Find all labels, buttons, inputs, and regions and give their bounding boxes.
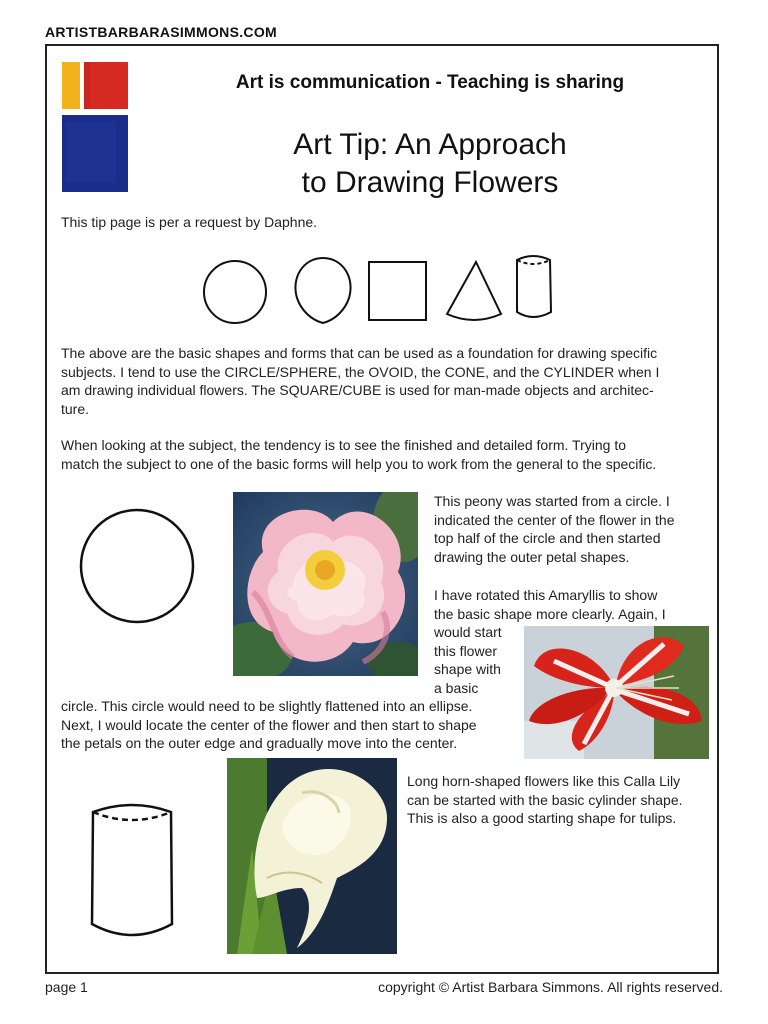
cone-shape — [447, 262, 501, 320]
color-block-logo — [62, 62, 128, 192]
amaryllis-continued-text — [61, 697, 477, 753]
copyright-notice: copyright © Artist Barbara Simmons. All rights reserved. — [378, 979, 723, 995]
basic-shapes-illustration — [195, 250, 565, 330]
text-line: This peony was started from a circle. I — [434, 493, 670, 509]
peony-photo — [233, 492, 418, 676]
text-line: I have rotated this Amaryllis to show — [434, 587, 658, 603]
text-line: drawing the outer petal shapes. — [434, 548, 630, 565]
text-line: the basic shape more clearly. Again, I — [434, 605, 666, 622]
page-title — [150, 126, 710, 202]
shapes-paragraph — [61, 344, 659, 418]
text-line: circle. This circle would need to be slightly flattened into an ellipse. — [61, 698, 473, 714]
text-line: indicated the center of the flower in the — [434, 511, 675, 528]
calla-lily-text — [407, 772, 683, 828]
intro-text: This tip page is per a request by Daphne. — [61, 214, 318, 230]
circle-shape — [204, 261, 266, 323]
text-line: match the subject to one of the basic forms will help you to work from the general to the specific. — [61, 455, 657, 472]
amaryllis-photo — [524, 626, 709, 759]
tagline: Art is communication - Teaching is sharing — [235, 72, 625, 93]
text-line: am drawing individual flowers. The SQUARE/CUBE is used for man-made objects and architec- — [61, 382, 654, 398]
title-line-1: Art Tip: An Approach — [293, 128, 567, 161]
page-number: page 1 — [45, 979, 88, 995]
circle-drawing — [78, 506, 198, 628]
looking-paragraph — [61, 436, 656, 473]
text-line: Long horn-shaped flowers like this Calla Lily — [407, 773, 681, 789]
text-line: would start — [434, 624, 502, 640]
text-line: a basic — [434, 679, 479, 696]
text-line: ture. — [61, 400, 90, 417]
text-line: shape with — [434, 661, 501, 677]
cylinder-shape — [517, 256, 551, 317]
square-shape — [369, 262, 426, 320]
calla-lily-photo — [227, 758, 397, 954]
text-line: The above are the basic shapes and forms that can be used as a foundation for drawing specific — [61, 345, 658, 361]
text-line: This is also a good starting shape for tulips. — [407, 810, 677, 826]
text-line: this flower — [434, 642, 498, 659]
text-line: When looking at the subject, the tendency is to see the finished and detailed form. Trying to — [61, 437, 627, 453]
text-line: Next, I would locate the center of the flower and then start to shape — [61, 716, 477, 733]
site-name: ARTISTBARBARASIMMONS.COM — [45, 24, 277, 40]
cylinder-drawing — [88, 800, 180, 942]
text-line: the petals on the outer edge and gradually move into the center. — [61, 735, 458, 751]
text-line: top half of the circle and then started — [434, 530, 661, 546]
text-line: can be started with the basic cylinder shape. — [407, 791, 683, 808]
ovoid-shape — [295, 258, 350, 323]
text-line: subjects. I tend to use the CIRCLE/SPHERE, the OVOID, the CONE, and the CYLINDER when I — [61, 363, 660, 380]
peony-text — [434, 492, 674, 566]
title-line-2: to Drawing Flowers — [301, 166, 559, 199]
